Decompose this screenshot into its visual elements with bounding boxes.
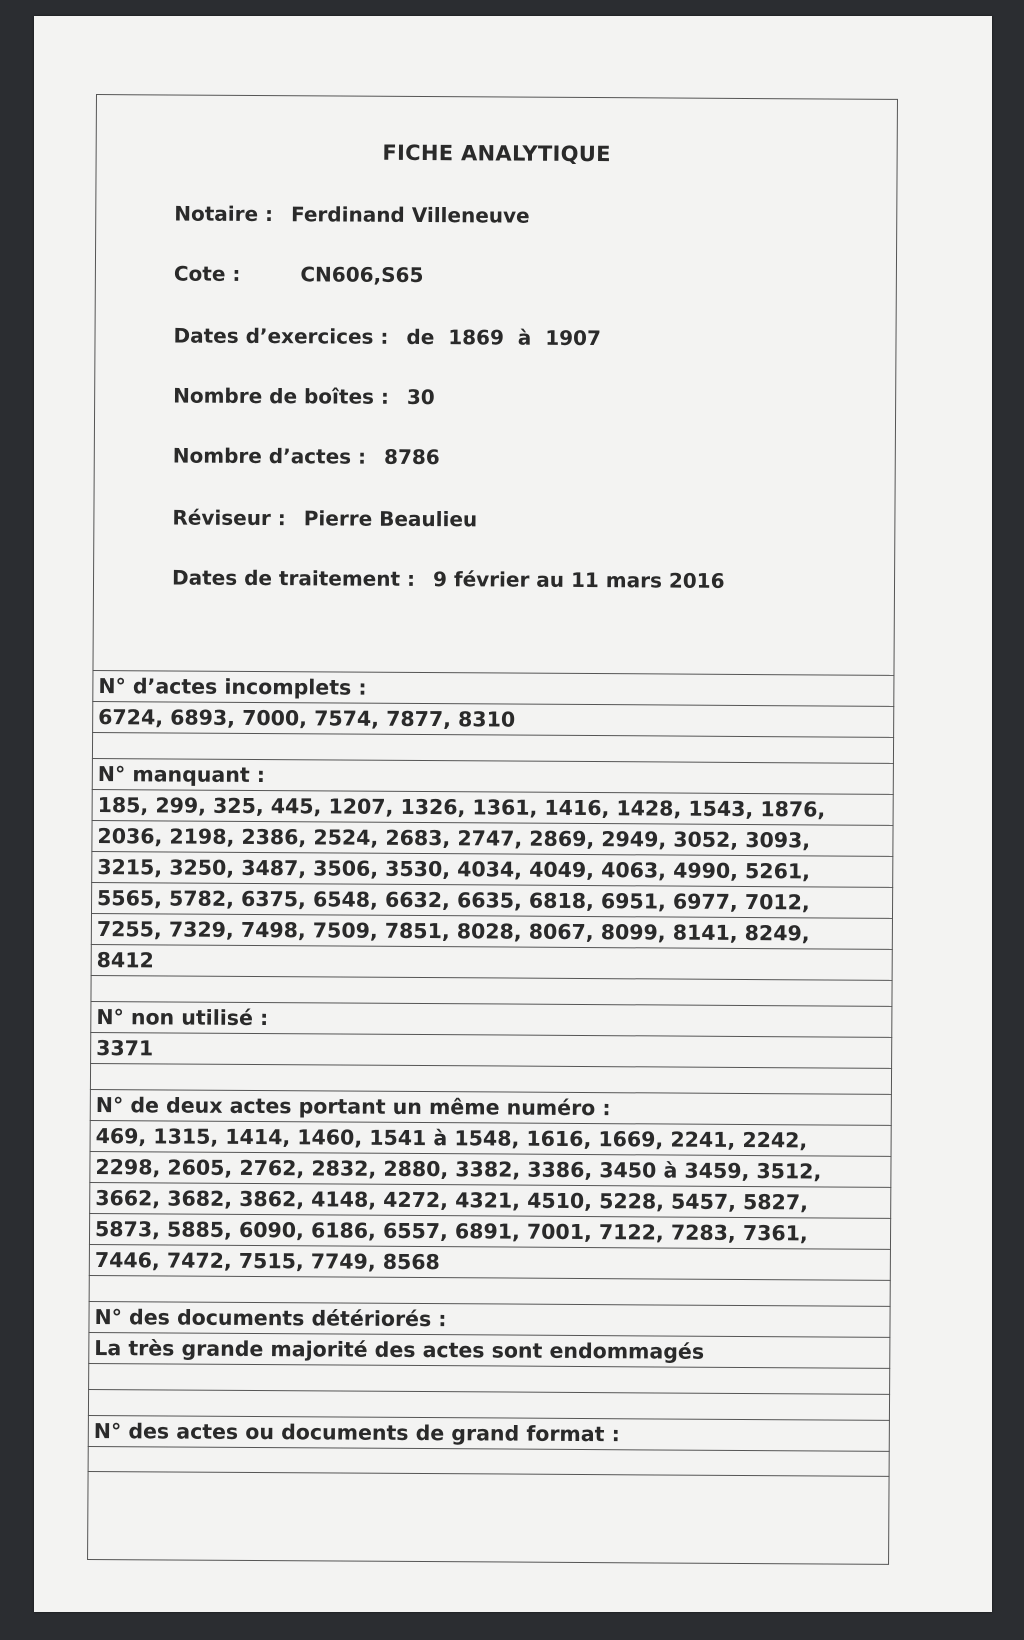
field-value: 30 bbox=[406, 384, 435, 410]
row-value: 7255, 7329, 7498, 7509, 7851, 8028, 8067, 8099, 8141, 8249, bbox=[91, 913, 893, 949]
form-table bbox=[88, 670, 895, 1477]
page-title: FICHE ANALYTIQUE bbox=[382, 140, 611, 167]
field-value: 8786 bbox=[383, 444, 440, 470]
row-empty bbox=[88, 1446, 890, 1477]
field-value: CN606,S65 bbox=[300, 262, 424, 288]
field-value: de 1869 à 1907 bbox=[406, 324, 601, 351]
field-nombre-boites bbox=[173, 383, 435, 409]
section-heading-deux-actes: N° de deux actes portant un même numéro : bbox=[90, 1089, 892, 1125]
row-value: 3371 bbox=[90, 1032, 892, 1068]
row-value: 469, 1315, 1414, 1460, 1541 à 1548, 1616, 1669, 2241, 2242, bbox=[90, 1120, 892, 1156]
field-cote bbox=[174, 261, 424, 287]
section-heading-deteriores: N° des documents détériorés : bbox=[88, 1301, 890, 1337]
row-value: La très grande majorité des actes sont endommagés bbox=[88, 1332, 890, 1368]
section-heading-manquant: N° manquant : bbox=[92, 758, 894, 794]
field-label: Nombre d’actes : bbox=[172, 443, 367, 469]
row-value: 5873, 5885, 6090, 6186, 6557, 6891, 7001, 7122, 7283, 7361, bbox=[89, 1213, 891, 1249]
row-value: 5565, 5782, 6375, 6548, 6632, 6635, 6818, 6951, 6977, 7012, bbox=[91, 882, 893, 918]
field-notaire bbox=[174, 201, 530, 227]
document-page bbox=[34, 16, 992, 1612]
row-value: 2036, 2198, 2386, 2524, 2683, 2747, 2869, 2949, 3052, 3093, bbox=[91, 820, 893, 856]
row-value: 3215, 3250, 3487, 3506, 3530, 4034, 4049, 4063, 4990, 5261, bbox=[91, 851, 893, 887]
field-reviseur bbox=[172, 505, 477, 531]
row-value: 3662, 3682, 3862, 4148, 4272, 4321, 4510, 5228, 5457, 5827, bbox=[89, 1182, 891, 1218]
field-value: 9 février au 11 mars 2016 bbox=[432, 567, 725, 593]
field-label: Dates de traitement : bbox=[171, 565, 416, 591]
field-dates-traitement bbox=[172, 565, 725, 592]
section-heading-grand-format: N° des actes ou documents de grand format : bbox=[88, 1415, 890, 1451]
row-value: 2298, 2605, 2762, 2832, 2880, 3382, 3386, 3450 à 3459, 3512, bbox=[89, 1151, 891, 1187]
field-label: Dates d’exercices : bbox=[173, 323, 389, 349]
section-heading-incomplets: N° d’actes incomplets : bbox=[92, 670, 894, 706]
row-value: 8412 bbox=[91, 944, 893, 980]
row-value: 7446, 7472, 7515, 7749, 8568 bbox=[89, 1244, 891, 1280]
field-nombre-actes bbox=[173, 443, 440, 469]
section-heading-non-utilise: N° non utilisé : bbox=[90, 1001, 892, 1037]
row-value: 185, 299, 325, 445, 1207, 1326, 1361, 1416, 1428, 1543, 1876, bbox=[92, 789, 894, 825]
field-value: Pierre Beaulieu bbox=[303, 506, 478, 532]
row-value: 6724, 6893, 7000, 7574, 7877, 8310 bbox=[92, 701, 894, 737]
field-label: Nombre de boîtes : bbox=[173, 383, 390, 409]
form-frame bbox=[87, 94, 898, 1565]
field-label: Notaire : bbox=[174, 201, 274, 227]
field-value: Ferdinand Villeneuve bbox=[290, 202, 530, 228]
field-label: Réviseur : bbox=[172, 505, 286, 531]
field-label: Cote : bbox=[173, 261, 241, 286]
field-dates-exercices bbox=[173, 323, 601, 350]
